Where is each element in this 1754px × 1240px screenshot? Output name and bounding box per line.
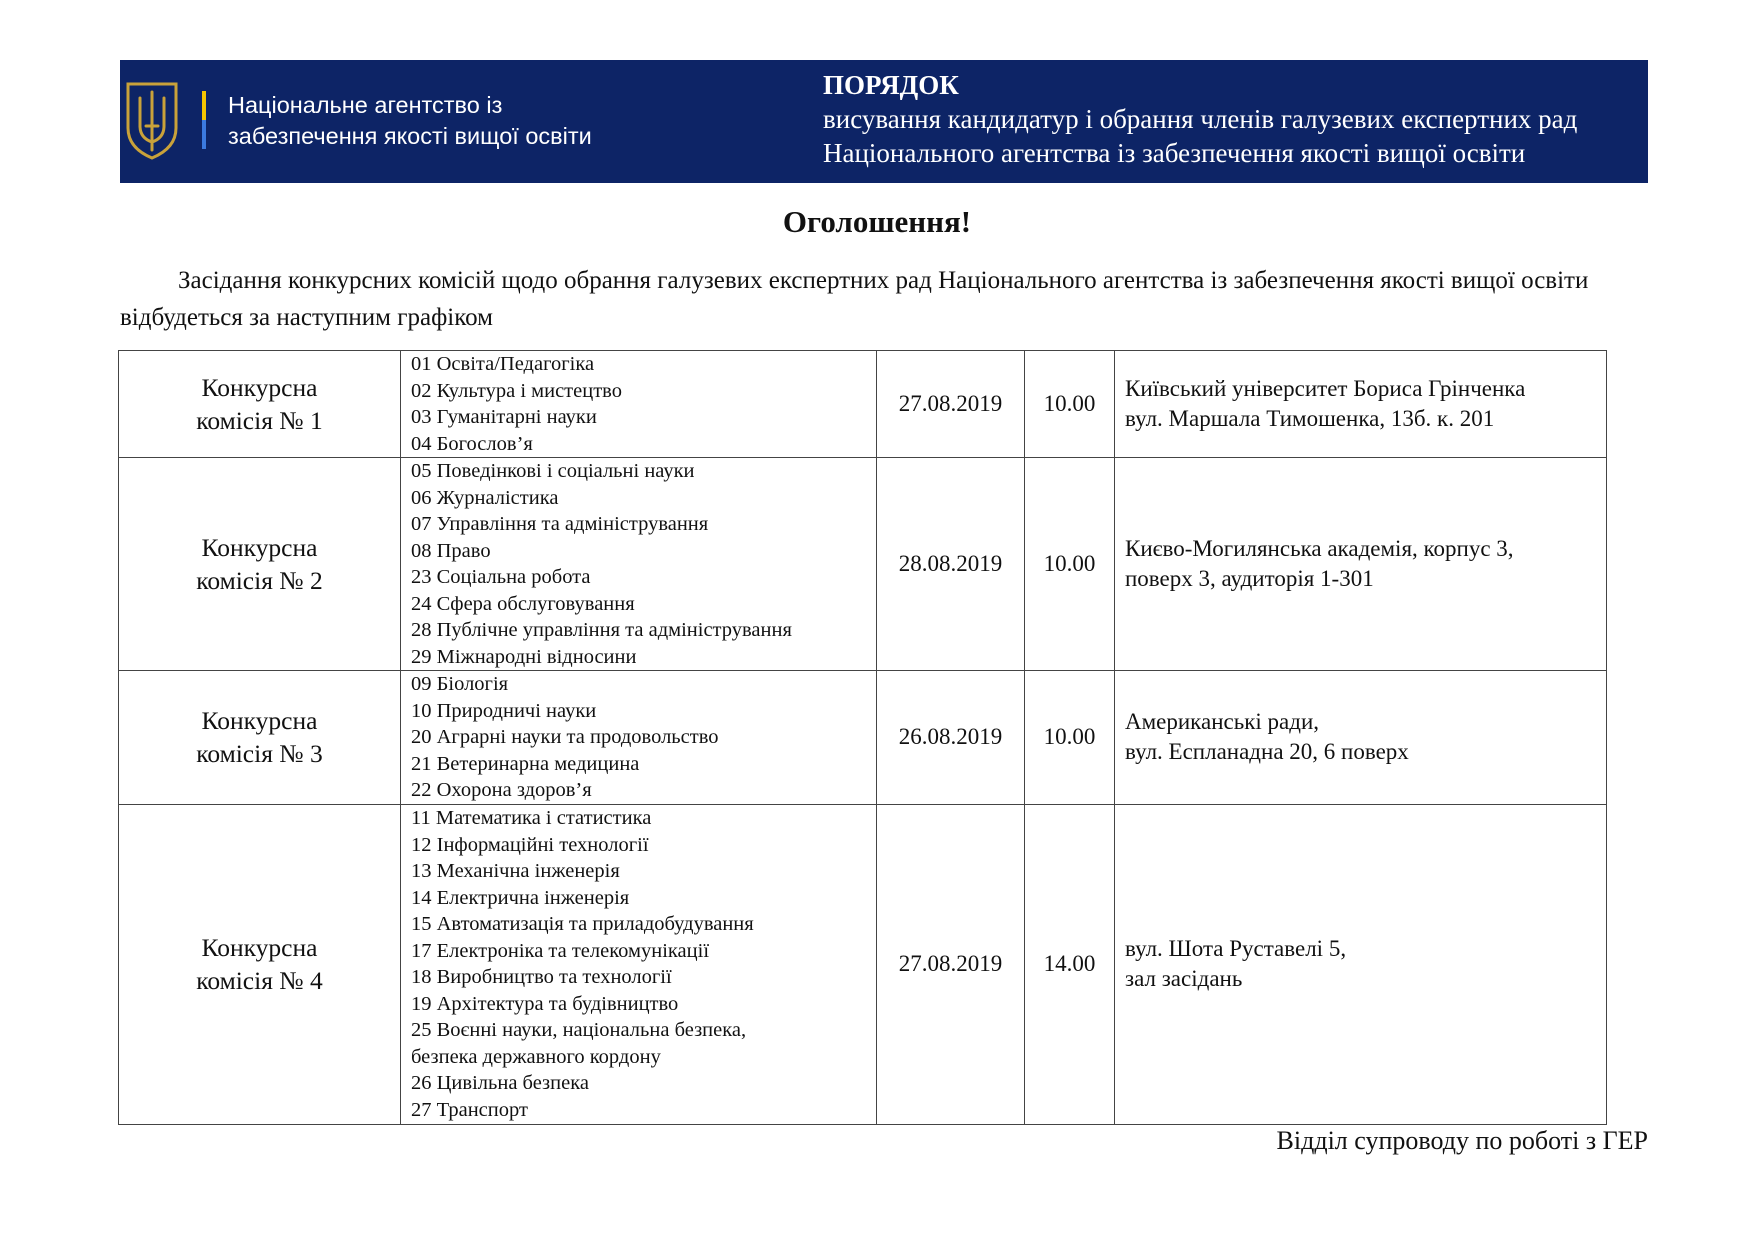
commission-label: Конкурсна [201, 706, 318, 736]
specialty-item: 25 Воєнні науки, національна безпека, [411, 1019, 747, 1041]
commission-number: комісія № 3 [196, 739, 323, 769]
specialties-cell [401, 671, 877, 805]
commission-label: Конкурсна [201, 933, 318, 962]
place-line: зал засідань [1125, 966, 1243, 991]
schedule-table [118, 350, 1607, 1125]
place-line: Американські ради, [1125, 709, 1320, 735]
table-row [119, 458, 1607, 671]
commission-label: Конкурсна [201, 373, 318, 402]
specialty-item: 04 Богослов’я [411, 432, 533, 455]
document-title: ПОРЯДОК [823, 70, 959, 100]
specialty-item: 11 Математика і статистика [411, 807, 652, 829]
place-line: поверх 3, аудиторія 1-301 [1125, 566, 1374, 591]
specialty-item: 05 Поведінкові і соціальні науки [411, 460, 695, 482]
specialty-item: 20 Аграрні науки та продовольство [411, 726, 719, 748]
commission-cell [119, 458, 401, 671]
place-cell [1115, 671, 1607, 805]
table-row [119, 671, 1607, 805]
specialty-item: 19 Архітектура та будівництво [411, 992, 679, 1015]
agency-name-line1: Національне агентство із [228, 92, 503, 118]
announcement-heading: Оголошення! [782, 204, 972, 239]
date-cell: 26.08.2019 [877, 671, 1025, 805]
document-subtitle-line2: Національного агентства із забезпечення якості вищої освіти [823, 138, 1526, 168]
specialty-item: 28 Публічне управління та адміністрування [411, 619, 792, 641]
place-line: вул. Еспланадна 20, 6 поверх [1125, 739, 1409, 765]
commission-label: Конкурсна [201, 533, 318, 562]
place-line: вул. Шота Руставелі 5, [1125, 936, 1347, 961]
agency-name-line2: забезпечення якості вищої освіти [228, 123, 592, 149]
department-signature: Відділ супроводу по роботі з ГЕР [1276, 1126, 1648, 1155]
date-cell: 28.08.2019 [877, 458, 1025, 671]
specialty-item: 29 Міжнародні відносини [411, 645, 637, 668]
specialty-item: 09 Біологія [411, 673, 509, 695]
commission-number: комісія № 4 [196, 966, 323, 995]
specialty-item: 23 Соціальна робота [411, 566, 591, 588]
time-cell: 14.00 [1025, 804, 1115, 1124]
specialty-item: 12 Інформаційні технології [411, 833, 649, 856]
commission-cell [119, 351, 401, 458]
header-banner [120, 60, 1648, 183]
commission-number: комісія № 2 [196, 566, 323, 595]
specialty-item: 26 Цивільна безпека [411, 1072, 589, 1094]
place-cell [1115, 458, 1607, 671]
specialty-item: 14 Електрична інженерія [411, 886, 630, 909]
specialty-item: 17 Електроніка та телекомунікації [411, 939, 710, 962]
specialty-item: 03 Гуманітарні науки [411, 406, 597, 428]
place-line: Київський університет Бориса Грінченка [1125, 376, 1526, 401]
specialty-item: 15 Автоматизація та приладобудування [411, 913, 754, 935]
place-line: Києво-Могилянська академія, корпус 3, [1125, 536, 1514, 561]
specialty-item: 08 Право [411, 539, 491, 562]
announcement-text: Засідання конкурсних комісій щодо обрання галузевих експертних рад Національного агентства із забезпечення якості вищої освіти відбудеться за наступним графіком [120, 267, 1589, 331]
specialty-item: 27 Транспорт [411, 1098, 528, 1121]
place-line: вул. Маршала Тимошенка, 13б. к. 201 [1125, 406, 1495, 431]
specialty-item: 01 Освіта/Педагогіка [411, 353, 595, 375]
specialty-item: 21 Ветеринарна медицина [411, 752, 640, 775]
specialty-item: 13 Механічна інженерія [411, 860, 620, 882]
table-row [119, 804, 1607, 1124]
specialty-item: 07 Управління та адміністрування [411, 513, 709, 535]
document-subtitle-line1: висування кандидатур і обрання членів галузевих експертних рад [823, 104, 1578, 134]
specialty-item: 10 Природничі науки [411, 699, 597, 722]
document-title-block [688, 60, 1577, 183]
table-row [119, 351, 1607, 458]
place-cell [1115, 351, 1607, 458]
coat-of-arms-icon [124, 80, 180, 162]
agency-name [228, 90, 592, 152]
specialty-item: 22 Охорона здоров’я [411, 779, 592, 801]
specialties-cell [401, 458, 877, 671]
specialty-item: 02 Культура і мистецтво [411, 379, 622, 402]
specialty-item: 24 Сфера обслуговування [411, 592, 635, 615]
time-cell: 10.00 [1025, 671, 1115, 805]
logo-accent-bar [202, 91, 206, 149]
agency-logo [120, 60, 688, 183]
date-cell: 27.08.2019 [877, 804, 1025, 1124]
specialty-item: 06 Журналістика [411, 486, 559, 509]
specialties-cell [401, 351, 877, 458]
place-cell [1115, 804, 1607, 1124]
commission-number: комісія № 1 [196, 406, 323, 435]
date-cell: 27.08.2019 [877, 351, 1025, 458]
commission-cell [119, 671, 401, 805]
specialty-item: безпека державного кордону [411, 1045, 661, 1068]
specialties-cell [401, 804, 877, 1124]
specialty-item: 18 Виробництво та технології [411, 966, 672, 988]
time-cell: 10.00 [1025, 458, 1115, 671]
commission-cell [119, 804, 401, 1124]
time-cell: 10.00 [1025, 351, 1115, 458]
